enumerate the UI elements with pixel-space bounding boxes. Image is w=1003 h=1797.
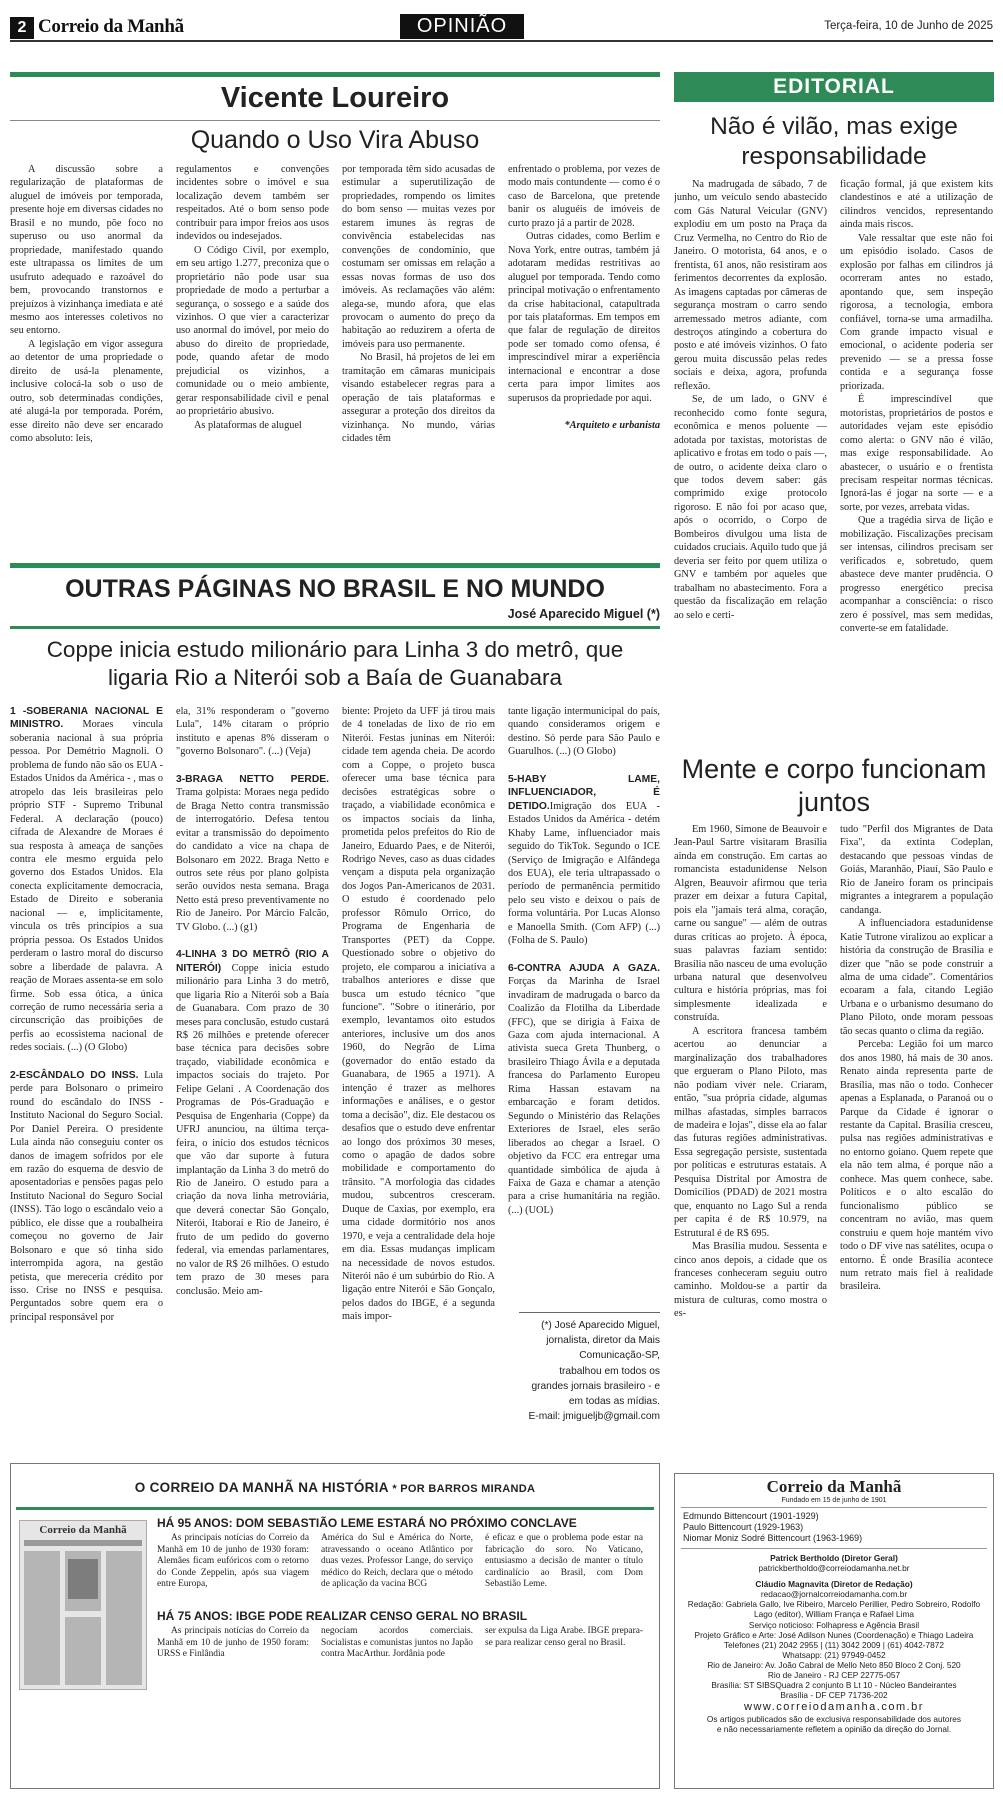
paper-name: Correio da Manhã: [38, 16, 184, 37]
paragraph: No Brasil, há projetos de lei em tramitação em câmaras municipais visando estabelecer regras para a operação de tais plataformas e assegurar a proteção dos direitos da vizinhança. No mundo, várias cidades têm: [342, 352, 495, 445]
news-item-2: 2-ESCÂNDALO DO INSS. Lula perde para Bolsonaro o primeiro round do escândalo do INSS - Instituto Nacional do Seguro Social. Por Daniel Pereira. O presidente Lula ainda não conseguiu conter os danos de imagem sofridos por ele em razão do esquema de desvio de aposentadorias e pensões pagas pelo Instituto Nacional do Seguro Social (INSS). Tão logo o escândalo veio a público, ele disse que a roubalheira começou no governo de Jair Bolsonaro e que só tinha sido interrompida agora, na gestão petista, que mereceria crédito por isso. Crise no INSS e pesquisa. Perguntados sobre quem era o principal responsável por: [10, 1069, 163, 1323]
paragraph: A legislação em vigor assegura ao detentor de uma propriedade o direito de usá-la plenamente, inclusive colocá-la sob o uso de outro, sob determinadas condições, até alugá-la por temporada. Porém, esse direito não deve ser encarado como absoluto: leis,: [10, 338, 163, 445]
editorial-1-col-2: [840, 178, 993, 673]
loureiro-col-2: [176, 163, 329, 536]
news-item-3: 3-BRAGA NETTO PERDE. Trama golpista: Moraes nega pedido de Braga Netto contra transmissão de interrogatório. Defesa tentou evitar a transmissão do depoimento do candidato a vice na chapa de Bolsonaro em 2022. Braga Netto e outros sete réus por plano golpista serão ouvidos nesta semana. Braga Netto está preso preventivamente no Rio de Janeiro. Por Márcio Falcão, TV Globo. (...) (g1): [176, 773, 329, 933]
page-number: 2: [10, 17, 34, 39]
historia-2-col-1: As principais notícias do Correio da Manhã em 10 de junho de 1950 foram: URSS e Finlândia: [157, 1626, 309, 1660]
outras-headline: Coppe inicia estudo milionário para Linha 3 do metrô, que ligaria Rio a Niterói sob a Baía de Guanabara: [46, 637, 624, 690]
note-rule: [519, 1312, 660, 1313]
expediente-rule-2: [681, 1548, 987, 1549]
historia-2-col-3: ser expulsa da Liga Árabe. IBGE prepara-se para realizar censo geral no Brasil.: [485, 1626, 643, 1648]
historia-box: [10, 1463, 660, 1789]
expediente-staff: Patrick Bertholdo (Diretor Geral) patrickbertholdo@correiodamanha.net.br Cláudio Magnavita (Diretor de Redação) redacao@jornalcorreiodamanha.com.br Redação: Gabriela Gallo, Ive Ribeiro, Marcelo Perillier, Pedro Sobreiro, Rodolfo Lago (editor), William França e Rafael Lima Serviço noticioso: Folhapress e Agência Brasil Projeto Gráfico e Arte: José Adilson Nunes (Coordenação) e Thiago Ladeira Telefones (21) 2042 2955 | (11) 3042 2009 | (61) 4042-7872 Whatsapp: (21) 97949-0452 Rio de Janeiro: Av. João Cabral de Mello Neto 850 Bloco 2 Conj. 520 Rio de Janeiro - RJ CEP 22775-057 Brasília: ST SIBSQuadra 2 conjunto B Lt 10 - Núcleo Bandeirantes Brasília - DF CEP 71736-202 www.correiodamanha.com.br Os artigos publicados são de exclusiva responsabilidade dos autores e não necessariamente refletem a opinião da direção do Jornal.: [679, 1553, 989, 1735]
editorial-title-1: Não é vilão, mas exige responsabilidade: [710, 113, 958, 170]
news-item-4-end: tante ligação intermunicipal do país, quando consideramos origem e destino. Só perde para São Paulo e Guarulhos. (...) (O Globo): [508, 706, 660, 758]
historia-heading-1: HÁ 95 ANOS: DOM SEBASTIÃO LEME ESTARÁ NO PRÓXIMO CONCLAVE: [157, 1516, 577, 1530]
paragraph: A discussão sobre a regularização de plataformas de aluguel de imóveis por temporada, presente hoje em diversas cidades no Brasil e no mundo, põe foco no superuso ou uso anormal da propriedade, manifestado quando este ultrapassa os limites de um usufruto adequado e razoável do bem, provocando transtornos e prejuízos à vizinhança imediata e até mesmo aos interesses coletivos no seu entorno.: [10, 164, 163, 337]
outras-top-bar: [10, 563, 660, 568]
page-header: [0, 0, 1003, 40]
thumb-columns: [24, 1551, 142, 1687]
paragraph: Outras cidades, como Berlim e Nova York, entre outras, também já adotaram medidas restritivas ao aluguel por temporada. Tendo como principal motivação o enfrentamento da crise habitacional, catapultrada por tais plataformas. Em tempos em que falar de regulação de direitos pode ser tomado como ofensa, é imprescindível mirar a experiência internacional e encontrar a dose certa para impor limites aos superusos da propriedade por aqui.: [508, 231, 660, 404]
paragraph: regulamentos e convenções incidentes sobre o imóvel e sua localização devem também ser respeitados. Até o bom senso pode contribuir para impor freios aos usos indevidos ou indesejados.: [176, 164, 329, 243]
paragraph: É imprescindível que motoristas, proprietários de postos e autoridades vejam este episódio como alerta: o GNV não é vilão, mas exige responsabilidade. Ao abastecer, o usuário e o frentista precisam respeitar normas técnicas. Ignorá-las é jogar na sorte — e a sorte, por vezes, arrebata vidas.: [840, 394, 993, 513]
paragraph: A influenciadora estadunidense Katie Tutrone viralizou ao explicar a história da construção de Brasília e dizer que "não se pode construir a alma de uma cidade". Comentários ecoaram a fala, citando Legião Urbana e o urbanismo desumano do Plano Piloto, onde moram pessoas tão secas quanto o clima da região.: [840, 918, 993, 1037]
article-author: Vicente Loureiro: [220, 82, 450, 114]
author-signature: *Arquiteto e urbanista: [564, 420, 660, 432]
paragraph: Em 1960, Simone de Beauvoir e Jean-Paul Sartre visitaram Brasília ainda em construção. Em cartas ao romancista estadunidense Nelson Algren, Beauvoir afirmou que teria prazer em deixar a futura Capital, pois ela "jamais terá alma, coração, carne ou sangue" — além de outras duras críticas ao projeto. À época, suas palavras faziam sentido: Brasília não nasceu de uma evolução urbana natural que desenvolveu cultura e história próprias, mas foi simplesmente idealizada e construída.: [674, 824, 827, 1024]
editorial-label: EDITORIAL: [674, 72, 994, 102]
paragraph: Se, de um lado, o GNV é reconhecido como fonte segura, econômica e menos poluente — adotada por taxistas, motoristas de aplicativo e frotas em todo o país —, de outro, o acidente deixa claro o que todos devem saber: gás comprimido exige protocolo rigoroso. E não foi por acaso que, após o ocorrido, o Corpo de Bombeiros divulgou uma lista de cuidados cruciais. Aquilo tudo que já deveria ser feito por quem utiliza o GNV e também por aqueles que trabalham no abastecimento. Fora a questão da fiscalização em relação ao selo e certi-: [674, 394, 827, 621]
paragraph: tudo "Perfil dos Migrantes de Data Fixa", da extinta Codeplan, destacando que pessoas vindas de Goiás, Maranhão, Piauí, São Paulo e Rio de Janeiro foram os principais migrantes a integrarem a população candanga.: [840, 824, 993, 916]
outras-byline: José Aparecido Miguel (*): [507, 607, 660, 621]
author-rule: [10, 120, 660, 121]
news-item-1: 1 -SOBERANIA NACIONAL E MINISTRO. Moraes vincula soberania nacional à sua própria pessoa. Por Demétrio Magnoli. O problema de fundo não são os EUA - Estados Unidos da América - , mas o atropelo das leis brasileiras pelo próprio STF - Supremo Tribunal Federal. A declaração (pouco) cifrada de Alexandre de Moraes é sua resposta à ameaça de sanções contra ele mesmo erguida pelo governo dos Estados Unidos. Ela conecta explicitamente democracia, Estado de Direito e soberania nacional — e, implicitamente, vincula os três princípios a sua própria pessoa. Os Estados Unidos perderam o lastro moral do discurso sobre a liberdade de palavra. A reação de Moraes assenta-se em solo firme. Sob essa ótica, a única correção de rumo necessária seria a circunscrição das proibições de perfis ao ecossistema nacional de redes sociais. (...) (O Globo): [10, 706, 163, 1054]
historia-bar: [16, 1507, 654, 1510]
historia-2-col-2: negociam acordos comerciais. Socialistas e comunistas juntos no Japão contra MacArthur. Jordânia pode: [321, 1626, 473, 1660]
news-item-4: 4-LINHA 3 DO METRÔ (RIO A NITERÓI) Coppe inicia estudo milionário para Linha 3 do metrô, que ligaria Rio a Niterói sob a Baía de Guanabara. Com prazo de 30 meses para conclusão, estudo custará R$ 26 milhões e pretende oferecer base técnica para decisões sobre traçado, viabilidade econômica e impactos sociais do trajeto. Por Felipe Gelani . A Coordenação dos Programas de Pós-Graduação e Pesquisa de Engenharia (Coppe) da UFRJ anunciou, na última terça-feira, o início dos estudos técnicos que vão dar suporte à futura implantação da Linha 3 do metrô do Rio de Janeiro. O estudo para a criação da nova linha metroviária, que deverá conectar São Gonçalo, Niterói, Itaboraí e Rio de Janeiro, é fruto de um pedido do governo federal, via emendas parlamentares, no valor de R$ 26 milhões. O estudo tem prazo de 30 meses para conclusão. Meio am-: [176, 949, 329, 1297]
site-url: www.correiodamanha.com.br: [744, 1701, 924, 1714]
editorial-1-col-1: [674, 178, 827, 673]
outras-col-1: [10, 705, 163, 1460]
paragraph: por temporada têm sido acusadas de estimular a superutilização de propriedades, rompendo os limites do bom senso — muitas vezes por estarem imunes às regras de convivência estabelecidas nas convenções de condomínio, que costumam ser omissas em relação a essas novas formas de uso dos imóveis. As reclamações vão além: alega-se, mundo afora, que elas provocam o aumento do preço da habitação ao reduzirem a oferta de imóveis para uso permanente.: [342, 164, 495, 350]
expediente-rule: [681, 1507, 987, 1508]
founders-list: Edmundo Bittencourt (1901-1929) Paulo Bittencourt (1929-1963) Niomar Moniz Sodré Bittencourt (1963-1969): [683, 1511, 863, 1543]
paragraph: As plataformas de aluguel: [194, 419, 302, 431]
article-title: Quando o Uso Vira Abuso: [190, 126, 480, 154]
loureiro-col-4: [508, 163, 660, 536]
paragraph: A escritora francesa também acertou ao denunciar a marginalização dos trabalhadores que ergueram o Plano Piloto, mas não podiam viver nele. Criaram, então, "sua própria cidade, algumas milhas afastadas, simples barracos de madeira e lojas", disse ela ao falar das futuras regiões administrativas. Essa segregação persiste, sustentada por políticas e estruturas estatais. A Pesquisa Distrital por Amostra de Domicílios (PDAD) de 2021 mostra que, enquanto no Lago Sul a renda per capita é de R$ 10.979, na Estrutural é de R$ 695.: [674, 1025, 827, 1239]
historia-1-col-1: As principais notícias do Correio da Manhã em 10 de junho de 1930 foram: Alemães ficam eufóricos com o retorno do Conde Zeppelin, após sua viagem entre Europa,: [157, 1533, 309, 1590]
author-note: (*) José Aparecido Miguel, jornalista, diretor da Mais Comunicação-SP, trabalhou em todos os grandes jornais brasileiro - e em todas as mídias. E-mail: jmigueljb@gmail.com: [528, 1320, 660, 1423]
loureiro-col-1: [10, 163, 163, 536]
paragraph: Vale ressaltar que este não foi um episódio isolado. Casos de explosão por falhas em cilindros já ocorreram antes no estado, apontando que, sem inspeção rigorosa, a tecnologia, embora confiável, torna-se uma armadilha. Com grande impacto visual e emocional, o acidente poderia ser prevenido — se a pressa fosse contida e a segurança fosse priorizada.: [840, 232, 993, 392]
section-label: OPINIÃO: [400, 14, 524, 39]
news-item-6: 6-CONTRA AJUDA A GAZA. Forças da Marinha de Israel invadiram de madrugada o barco da Coalizão da Flotilha da Liberdade (FFC), que se dirigia à Faixa de Gaza com ajuda internacional. A ativista sueca Greta Thunberg, o brasileiro Thiago Ávila e a deputada francesa do Parlamento Europeu Rima Hassan estavam na embarcação e foram detidos. Segundo o Ministério das Relações Exteriores de Israel, eles serão liberados ao chegar a Israel. O objetivo da FCC era entregar uma quantidade simbólica de ajuda à Faixa de Gaza e chamar a atenção para a crise humanitária na região. (...) (UOL): [508, 962, 660, 1216]
editorial-2-col-2: [840, 823, 993, 1463]
loureiro-top-bar: [10, 72, 660, 77]
news-item-4-cont: biente: Projeto da UFF já tirou mais de 4 toneladas de lixo de rio em Niterói. Festas juninas em Niterói: cidade tem agenda cheia. De acordo com a Coppe, o projeto busca oferecer uma base técnica para decisões estratégicas sobre o traçado, a viabilidade econômica e os impactos sociais da linha, prometida pelos prefeitos do Rio de Janeiro, Eduardo Paes, e de Niterói, Rodrigo Neves, caso as duas cidades vençam a disputa pela organização dos Jogos Pan-Americanos de 2031. O estudo é coordenado pelo professor Rômulo Orrico, do Programa de Engenharia de Transportes (PET) da Coppe. Questionado sobre o objetivo do projeto, ele comparou a iniciativa a trabalhos anteriores e disse que busca um estudo técnico "que funcione". "Sobre o itinerário, por exemplo, levantamos oito estudos anteriores, inclusive um dos anos 1960, do Negrão de Lima (governador do então estado da Guanabara, de 1965 a 1971). A intenção é trazer as melhores informações e análises, e o gestor toma a decisão", diz. Ele destacou os desafios que o estudo deve enfrentar ao longo dos próximos 30 meses, como o apagão de dados sobre mobilidade e comportamento do trânsito. "A morfologia das cidades mudou, subcentros cresceram. Duque de Caxias, por exemplo, era uma cidade dormitório nos anos 1970, e veja a centralidade dela hoje em dia. Essas mudanças implicam na necessidade de novos estudos. Niterói não é um subúrbio do Rio. A ligação entre Niterói e São Gonçalo, pelos dados do IBGE, é a segunda mais impor-: [342, 706, 495, 1323]
paragraph: Mas Brasília mudou. Sessenta e cinco anos depois, a cidade que os franceses conheceram seguiu outro caminho. Moldou-se a partir da mistura de culturas, como mostra o es-: [674, 1241, 827, 1320]
outras-col-4: [508, 705, 660, 1305]
page-date: Terça-feira, 10 de Junho de 2025: [824, 20, 993, 32]
news-item-5: 5-HABY LAME, INFLUENCIADOR, É DETIDO.Imigração dos EUA -Estados Unidos da América - detém Khaby Lame, influenciador mais seguido do TikTok. Segundo o ICE (Serviço de Imigração e Alfândega dos EUA), ele teria ultrapassado o período de permanência permitido pelo seu visto e deixou o país de forma voluntária. Por Lucas Alonso e Manoella Smith. (Com AFP) (...) (Folha de S. Paulo): [508, 773, 660, 947]
outras-col-3: [342, 705, 495, 1460]
paragraph: Perceba: Legião foi um marco dos anos 1980, há mais de 30 anos. Renato ainda representa parte de Brasília, mas não o todo. Conhecer apenas a Esplanada, o Paranoá ou o Parque da Cidade é ignorar o restante da Capital. Brasília cresceu, pulsa nas regiões administrativas e no entorno goiano. Quem repete que ela não tem alma, é porque não a conhece. Mas quem conhece, sabe. Políticos e o alto escalão do funcionalismo público se concentram no avião, mas quem construiu e quem hoje mantém vivo todo o DF vive nas satélites, ocupa o entorno. É onde Brasília acontece num retrato mais fiel à realidade brasileira.: [840, 1039, 993, 1293]
paragraph: enfrentado o problema, por vezes de modo mais contundente — como é o caso de Barcelona, que pretende banir os aluguéis de imóveis de curto prazo já a partir de 2028.: [508, 164, 660, 229]
paragraph: O Código Civil, por exemplo, em seu artigo 1.277, preconiza que o proprietário não pode usar sua propriedade de modo a perturbar a segurança, o sossego e a saúde dos vizinhos. O que vier a caracterizar uso anormal do imóvel, por meio do abuso do direito de propriedade, pode, quando afetar de modo prejudicial os vizinhos, a comunidade ou o meio ambiente, gerar responsabilidade civil e penal ao proprietário abusivo.: [176, 244, 329, 418]
historia-1-col-2: América do Sul e América do Norte, atravessando o oceano Atlântico por duas vezes. Professor Lange, do serviço médico do Reich, declara que o método de aplicação da vacina BCG: [321, 1533, 473, 1590]
thumb-masthead: Correio da Manhã: [39, 1524, 127, 1536]
historia-heading-2: HÁ 75 ANOS: IBGE PODE REALIZAR CENSO GERAL NO BRASIL: [157, 1609, 528, 1623]
news-item-1-end: ela, 31% responderam o "governo Lula", 14% citaram o próprio instituto e apenas 8% disseram o "governo Bolsonaro". (...) (Veja): [176, 706, 329, 758]
expediente-box: [674, 1473, 994, 1789]
editorial-title-2: Mente e corpo funcionam juntos: [681, 754, 987, 817]
expediente-masthead: Correio da Manhã: [766, 1477, 902, 1496]
editorial-2-col-1: [674, 823, 827, 1463]
outras-sub-bar: [10, 626, 660, 629]
historia-1-col-3: é eficaz e que o problema pode estar na fabricação do soro. No Vaticano, entusiasmo a decisão de manter o título cardinalício ao Brasil, com Dom Sebastião Leme.: [485, 1533, 643, 1590]
outras-title: OUTRAS PÁGINAS NO BRASIL E NO MUNDO: [65, 575, 605, 603]
historia-title: O CORREIO DA MANHÃ NA HISTÓRIA * POR BARROS MIRANDA: [134, 1480, 536, 1495]
historic-newspaper-image: [19, 1520, 147, 1690]
paragraph: Na madrugada de sábado, 7 de junho, um veículo sendo abastecido com Gás Natural Veicular (GNV) explodiu em um posto na Praça da Cruz Vermelha, no Centro do Rio de Janeiro. O motorista, 64 anos, e o frentista, 61 anos, não resistiram aos ferimentos decorrentes da explosão. As imagens captadas por câmeras de segurança mostram o carro sendo arremessado metros adiante, com destroços atingindo a cobertura do posto e até imóveis vizinhos. O fato gerou muita discussão pelas redes sociais e deixa, agora, profunda reflexão.: [674, 179, 827, 392]
paragraph: Que a tragédia sirva de lição e mobilização. Fiscalizações precisam ser intensas, cilindros precisam ser verificados e, sobretudo, quem abastece deve manter prudência. O progresso energético precisa acompanhar a consciência: o risco zero é possível, mas sem medidas, converte-se em fatalidade.: [840, 515, 993, 634]
paragraph: ficação formal, já que existem kits clandestinos e até a utilização de cilindros vencidos, representando ainda mais riscos.: [840, 179, 993, 231]
header-rule: [10, 40, 993, 42]
loureiro-col-3: [342, 163, 495, 536]
thumb-rule: [24, 1540, 142, 1546]
outras-col-2: [176, 705, 329, 1460]
expediente-founded: Fundado em 15 de junho de 1901: [781, 1497, 887, 1504]
